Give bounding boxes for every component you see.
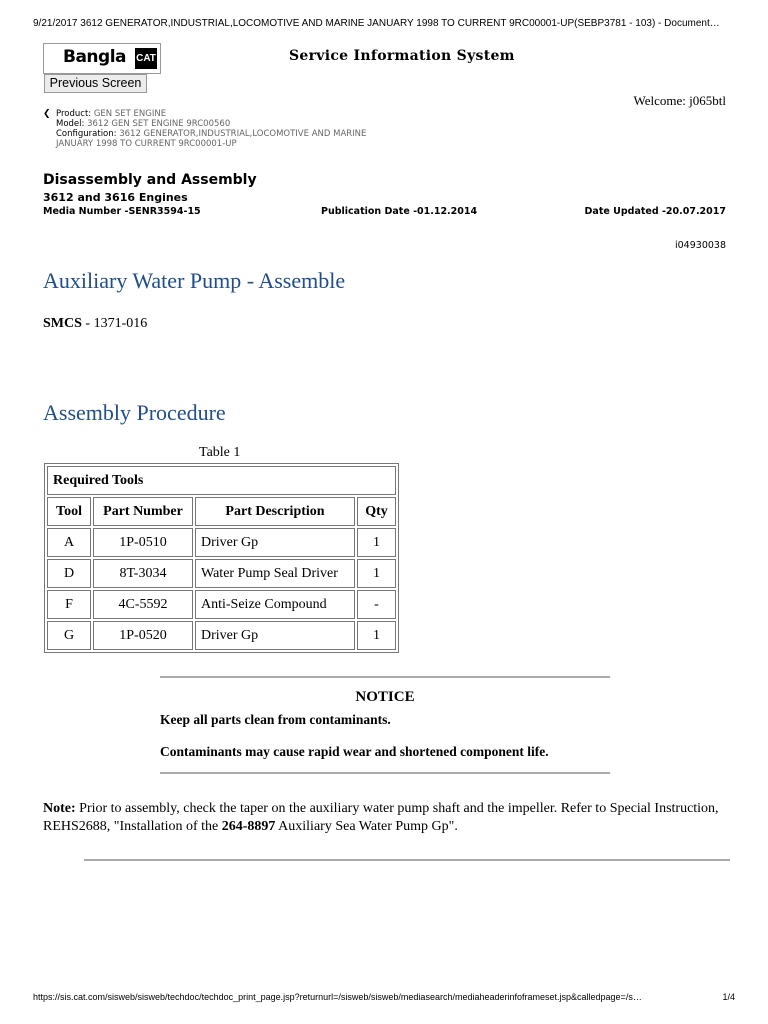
table-caption: Table 1 xyxy=(199,445,241,460)
qty-cell: 1 xyxy=(357,621,396,650)
smcs-value: - 1371-016 xyxy=(81,316,148,331)
part-description-cell: Water Pump Seal Driver xyxy=(195,559,355,588)
column-header-part-number: Part Number xyxy=(93,497,193,526)
qty-cell: - xyxy=(357,590,396,619)
page-title: Auxiliary Water Pump - Assemble xyxy=(43,268,346,293)
note-paragraph xyxy=(43,800,733,836)
required-tools-table xyxy=(44,463,399,653)
configuration-value-cont: JANUARY 1998 TO CURRENT 9RC00001-UP xyxy=(56,139,237,149)
model-label: Model: xyxy=(56,119,85,129)
product-value: GEN SET ENGINE xyxy=(93,109,167,119)
part-number-cell: 1P-0510 xyxy=(93,528,193,557)
page-number: 1/4 xyxy=(722,992,735,1002)
table-row xyxy=(47,590,396,619)
part-number-cell: 8T-3034 xyxy=(93,559,193,588)
previous-screen-button[interactable]: Previous Screen xyxy=(44,74,147,93)
section-heading: Assembly Procedure xyxy=(43,400,226,425)
notice-line-1: Keep all parts clean from contaminants. xyxy=(160,712,391,727)
site-title: Service Information System xyxy=(289,48,515,64)
media-number: Media Number -SENR3594-15 xyxy=(43,206,201,217)
document-type: Disassembly and Assembly xyxy=(43,172,257,188)
logo-text: Bangla xyxy=(63,47,126,67)
part-number-cell: 1P-0520 xyxy=(93,621,193,650)
note-label: Note: xyxy=(43,801,76,816)
publication-date: Publication Date -01.12.2014 xyxy=(321,206,478,217)
note-text: Prior to assembly, check the taper on the auxiliary water pump shaft and the impeller. Refer to Special Instruction, REHS2688, "Installation of the xyxy=(43,801,719,834)
smcs-code xyxy=(43,316,147,332)
part-number-cell: 4C-5592 xyxy=(93,590,193,619)
table-group-header: Required Tools xyxy=(47,466,396,495)
document-id: i04930038 xyxy=(675,240,726,251)
print-header: 9/21/2017 3612 GENERATOR,INDUSTRIAL,LOCOMOTIVE AND MARINE JANUARY 1998 TO CURRENT 9RC00001-UP(SEBP3781 - 103) - Document… xyxy=(33,18,720,29)
product-label: Product: xyxy=(56,109,92,119)
configuration-value: 3612 GENERATOR,INDUSTRIAL,LOCOMOTIVE AND MARINE xyxy=(119,129,367,139)
column-header-part-description: Part Description xyxy=(195,497,355,526)
table-row xyxy=(47,559,396,588)
notice-title: NOTICE xyxy=(355,689,415,705)
part-description-cell: Driver Gp xyxy=(195,621,355,650)
chevron-left-icon[interactable]: ❮ xyxy=(43,109,51,119)
configuration-label: Configuration: xyxy=(56,129,117,139)
table-group-header-row xyxy=(47,466,396,495)
tool-cell: F xyxy=(47,590,91,619)
qty-cell: 1 xyxy=(357,528,396,557)
engine-models: 3612 and 3616 Engines xyxy=(43,191,188,204)
part-description-cell: Anti-Seize Compound xyxy=(195,590,355,619)
tool-cell: D xyxy=(47,559,91,588)
table-header-row xyxy=(47,497,396,526)
model-value: 3612 GEN SET ENGINE 9RC00560 xyxy=(87,119,231,129)
smcs-label: SMCS xyxy=(43,316,82,331)
qty-cell: 1 xyxy=(357,559,396,588)
part-description-cell: Driver Gp xyxy=(195,528,355,557)
table-row xyxy=(47,621,396,650)
notice-line-2: Contaminants may cause rapid wear and shortened component life. xyxy=(160,744,549,759)
bottom-divider xyxy=(84,859,730,861)
welcome-text: Welcome: j065btl xyxy=(633,93,726,108)
tool-cell: A xyxy=(47,528,91,557)
breadcrumb xyxy=(43,109,366,149)
note-text-end: Auxiliary Sea Water Pump Gp". xyxy=(275,819,458,834)
table-row xyxy=(47,528,396,557)
date-updated: Date Updated -20.07.2017 xyxy=(584,206,726,217)
column-header-qty: Qty xyxy=(357,497,396,526)
column-header-tool: Tool xyxy=(47,497,91,526)
note-part-number: 264-8897 xyxy=(221,819,276,834)
notice-bottom-divider xyxy=(160,772,610,774)
notice-top-divider xyxy=(160,676,610,678)
cat-logo-icon: CAT xyxy=(135,48,157,69)
dealer-logo[interactable] xyxy=(43,43,161,74)
footer-url: https://sis.cat.com/sisweb/sisweb/techdoc/techdoc_print_page.jsp?returnurl=/sisweb/sisweb/mediasearch/mediaheaderinfoframeset.jsp&calledpage=/s… xyxy=(33,992,642,1002)
tool-cell: G xyxy=(47,621,91,650)
